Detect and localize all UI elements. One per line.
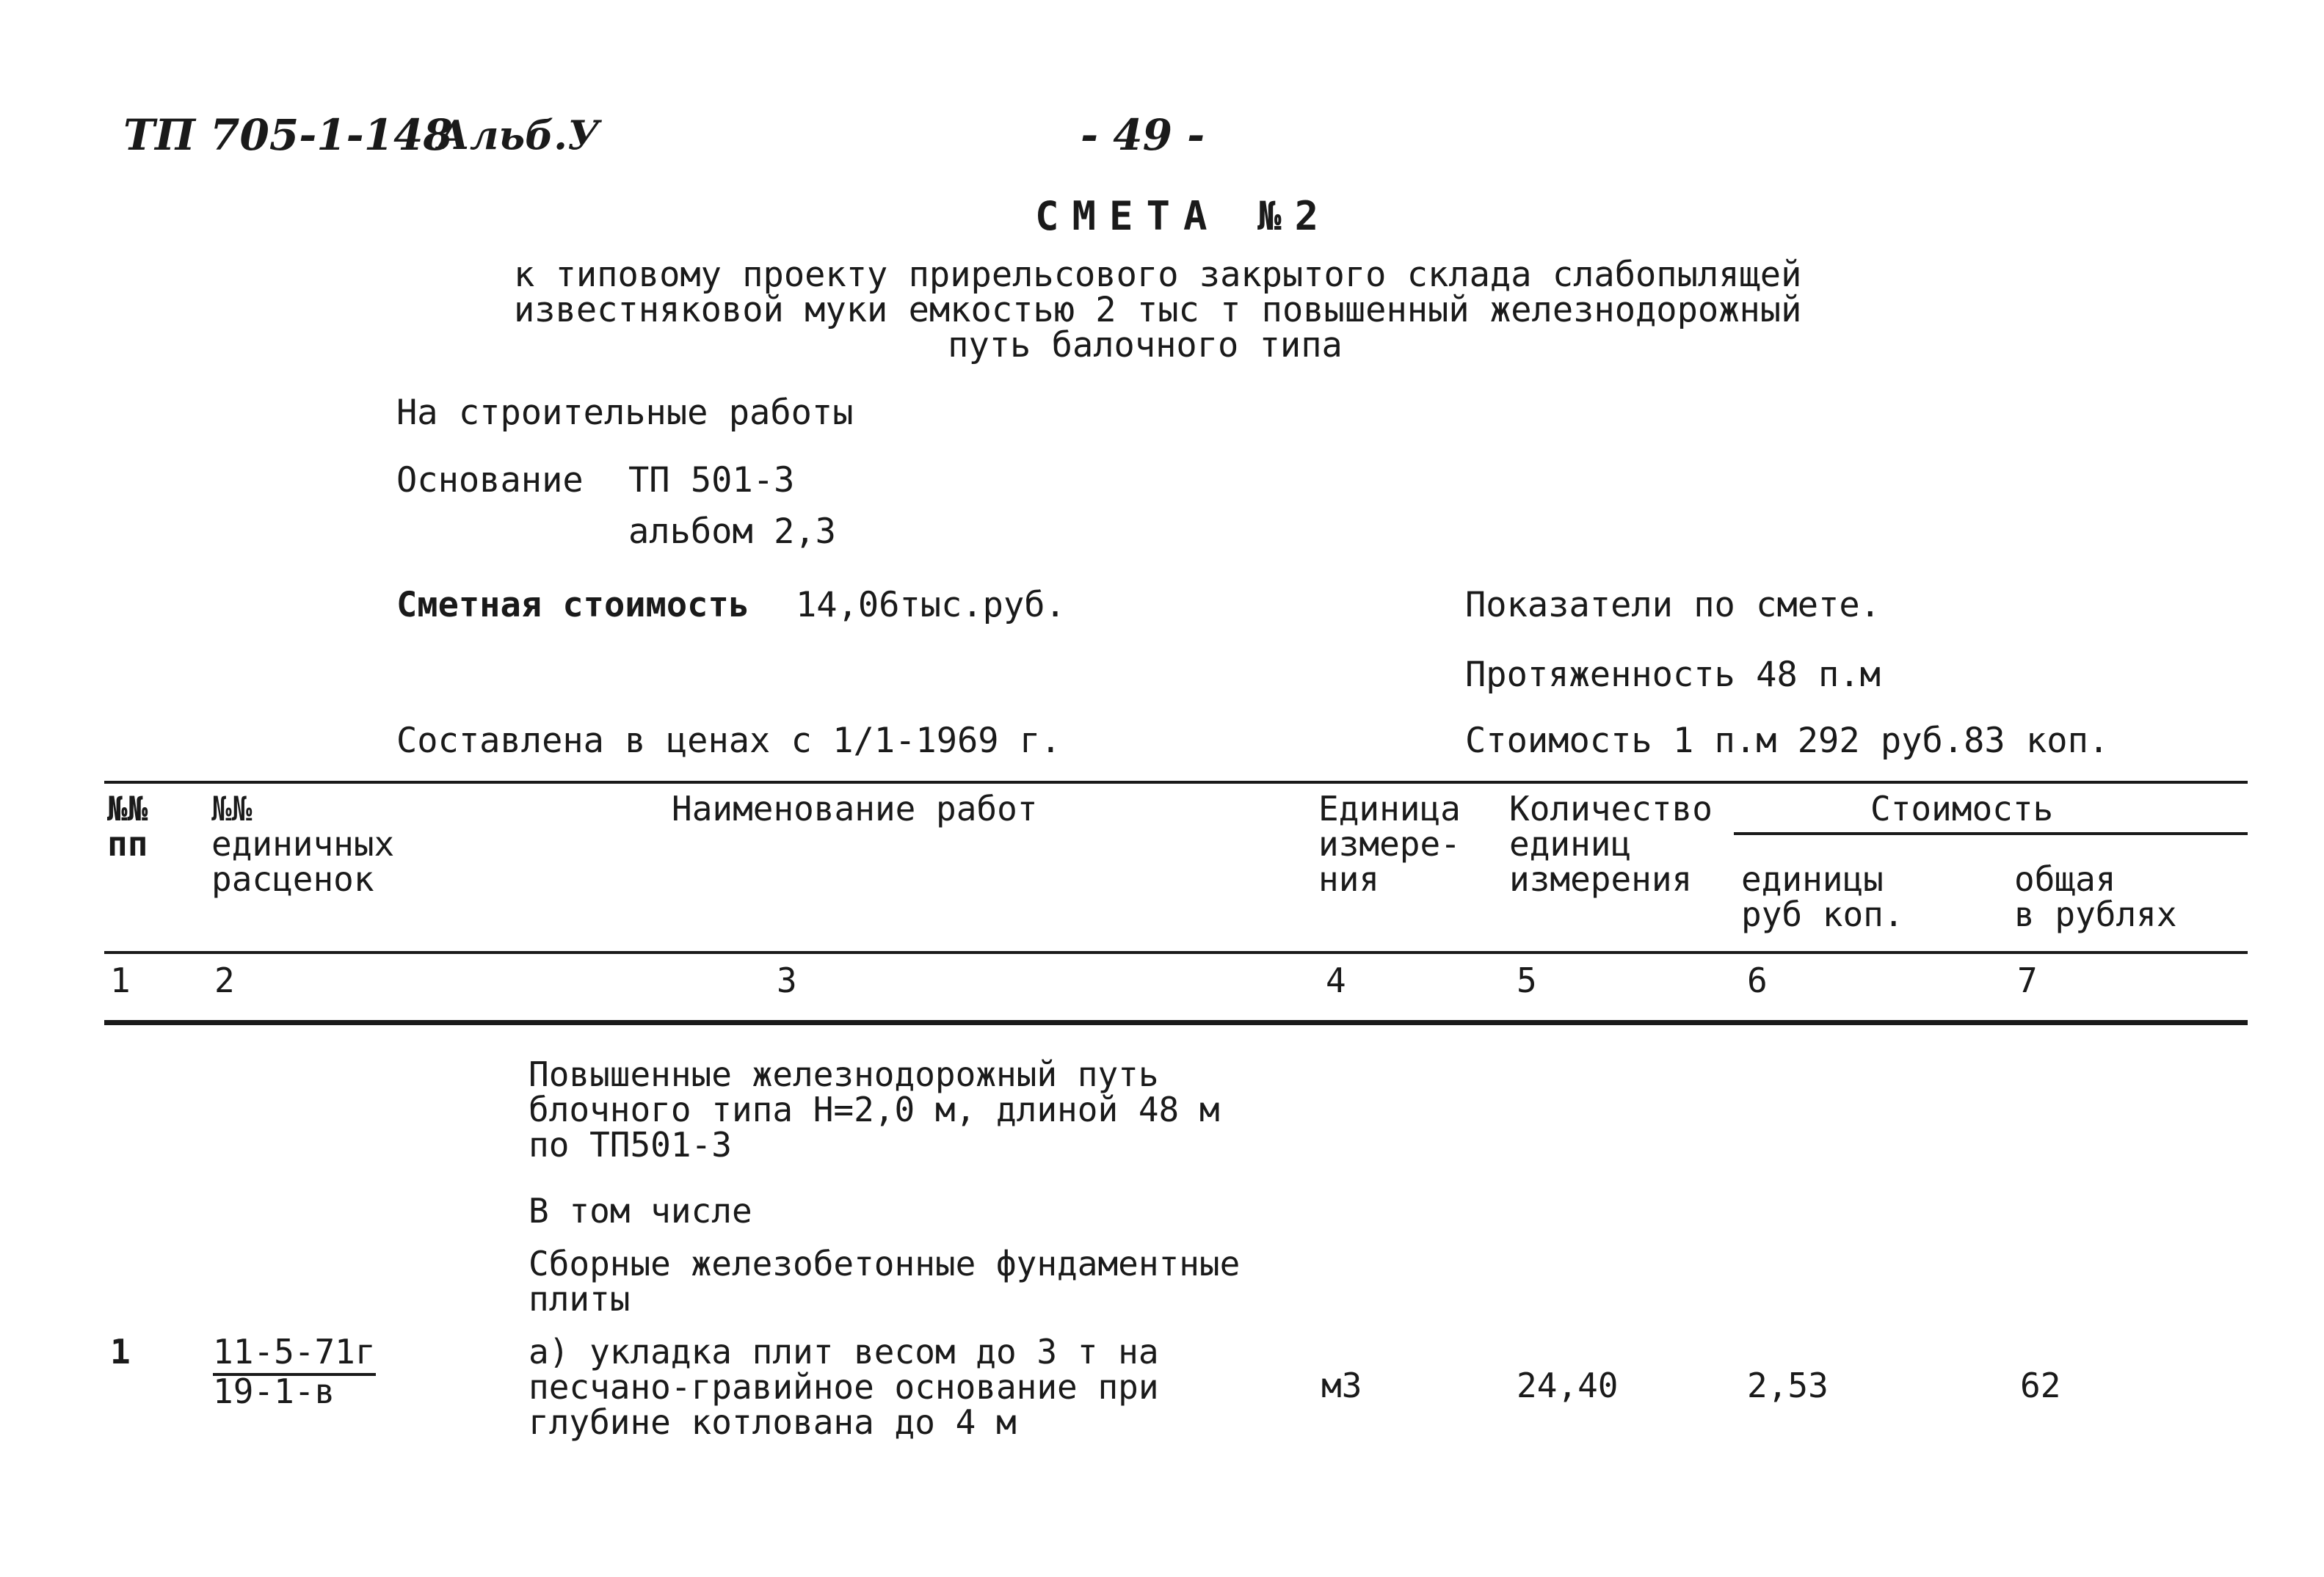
basis-value: ТП 501-3 xyxy=(628,460,795,500)
column-number-7: 7 xyxy=(2017,961,2038,1000)
column-number-3: 3 xyxy=(777,961,797,1000)
subtitle-line-1: к типовому проекту прирельсового закрытого склада слабопылящей xyxy=(514,255,1802,295)
document-code: ТП 705-1-148 xyxy=(123,110,453,160)
header-unit: Единица измере- ния xyxy=(1318,789,1461,899)
header-bottom-rule xyxy=(104,951,2248,954)
indicator-unit-cost: Стоимость 1 п.м 292 руб.83 коп. xyxy=(1465,721,2110,761)
column-number-2: 2 xyxy=(214,961,235,1000)
in-that-number: В том числе xyxy=(529,1191,752,1231)
column-number-4: 4 xyxy=(1326,961,1346,1000)
subtitle-line-3: путь балочного типа xyxy=(948,325,1343,365)
header-work-name: Наименование работ xyxy=(672,789,1038,828)
album-label: Альб.У xyxy=(437,112,600,159)
row-number: 1 xyxy=(110,1332,131,1372)
rate-code-top-text: 11-5-71г xyxy=(213,1332,376,1376)
basis-album: альбом 2,3 xyxy=(628,511,836,552)
column-number-1: 1 xyxy=(110,961,131,1000)
cost-value: 14,06тыс.руб. xyxy=(796,585,1066,625)
estimate-heading: СМЕТА №2 xyxy=(1035,193,1332,239)
prices-note: Составлена в ценах с 1/1-1969 г. xyxy=(396,721,1061,761)
rate-code-bottom: 19-1-в xyxy=(213,1372,335,1411)
total-cost: 62 xyxy=(2020,1366,2061,1405)
page-number: - 49 - xyxy=(1081,110,1205,160)
header-rate-code: №№ единичных расценок xyxy=(211,789,395,899)
basis-label: Основание xyxy=(396,460,584,500)
column-number-5: 5 xyxy=(1517,961,1537,1000)
column-numbers-rule xyxy=(104,1020,2248,1025)
quantity: 24,40 xyxy=(1517,1366,1619,1405)
header-row-number: №№ пп xyxy=(107,789,148,864)
cost-group-rule xyxy=(1734,832,2248,835)
rate-code-top xyxy=(213,1332,376,1372)
subtitle-line-2: известняковой муки емкостью 2 тыс т повышенный железнодорожный xyxy=(514,290,1802,330)
unit-cost: 2,53 xyxy=(1747,1366,1829,1405)
column-number-6: 6 xyxy=(1747,961,1768,1000)
unit-of-measure: м3 xyxy=(1321,1366,1362,1405)
work-name: а) укладка плит весом до 3 т на песчано-гравийное основание при глубине котлована до 4 м xyxy=(529,1332,1159,1442)
group-title: Сборные железобетонные фундаментные плиты xyxy=(529,1244,1241,1319)
indicators-title: Показатели по смете. xyxy=(1465,585,1881,625)
header-cost-group: Стоимость xyxy=(1870,789,2054,828)
table-top-rule xyxy=(104,781,2248,784)
header-unit-cost: единицы руб коп. xyxy=(1741,859,1904,934)
section-title: Повышенные железнодорожный путь блочного типа Н=2,0 м, длиной 48 м по ТП501-3 xyxy=(529,1055,1220,1165)
cost-label: Сметная стоимость xyxy=(396,585,750,625)
works-type: На строительные работы xyxy=(396,393,854,433)
header-quantity: Количество единиц измерения xyxy=(1509,789,1713,899)
header-total-cost: общая в рублях xyxy=(2014,859,2177,934)
indicator-length: Протяженность 48 п.м xyxy=(1465,655,1881,695)
